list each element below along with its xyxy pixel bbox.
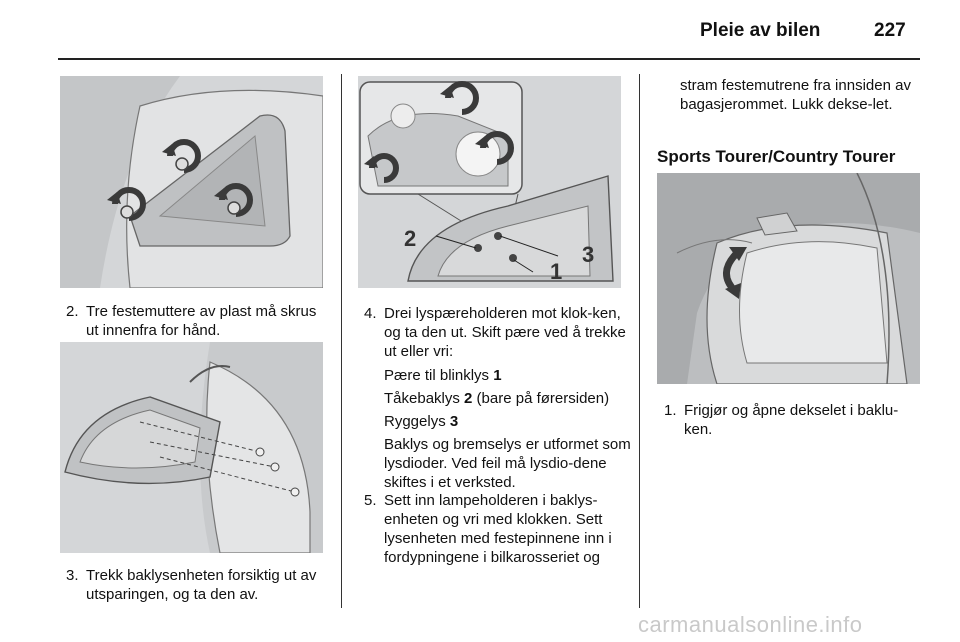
section-subheading: Sports Tourer/Country Tourer <box>657 147 896 166</box>
step-text: Tre festemuttere av plast må skrus ut innenfra for hånd. <box>86 303 317 339</box>
column-divider-left <box>341 74 342 608</box>
step5-continuation: stram festemutrene fra innsiden av bagasjerommet. Lukk dekse-let. <box>680 77 911 113</box>
section-title: Pleie av bilen <box>700 20 821 41</box>
column-divider-right <box>639 74 640 608</box>
bulb-number: 1 <box>493 367 502 384</box>
step-text: Frigjør og åpne dekselet i baklu-ken. <box>684 402 899 438</box>
instruction-step-5 <box>364 491 632 567</box>
step-text: Trekk baklysenheten forsiktig ut av utsparingen, og ta den av. <box>86 567 317 603</box>
callout-3: 3 <box>582 242 595 267</box>
watermark: carmanualsonline.info <box>638 612 863 637</box>
instruction-step-1 <box>664 401 922 439</box>
tailgate-cover-illustration <box>657 173 920 384</box>
tail-light-nuts-illustration <box>60 76 323 288</box>
bulb-item-fog-light <box>384 389 609 408</box>
callout-2: 2 <box>404 226 417 251</box>
step-number: 2. <box>66 303 79 320</box>
bulb-label: Ryggelys <box>384 413 450 430</box>
step-text: Drei lyspæreholderen mot klok-ken, og ta den ut. Skift pære ved å trekke ut eller vri: <box>384 305 626 360</box>
bulb-label: Tåkebaklys <box>384 390 465 407</box>
step-number: 1. <box>664 402 677 419</box>
bulb-number: 3 <box>449 413 459 430</box>
bulb-label: Pære til blinklys <box>384 367 494 384</box>
instruction-step-4 <box>364 304 632 361</box>
instruction-step-3 <box>66 566 328 604</box>
figure-bulb-holder <box>358 76 621 288</box>
callout-1: 1 <box>550 259 563 284</box>
step-number: 3. <box>66 567 79 584</box>
bulb-note: (bare på førersiden) <box>472 390 610 407</box>
header-divider <box>58 58 920 60</box>
bulb-number: 2 <box>464 390 473 407</box>
bulb-item-reversing-light <box>384 412 458 431</box>
step-number: 5. <box>364 492 377 509</box>
step-text: Sett inn lampeholderen i baklys-enheten og vri med klokken. Sett lysenheten med festepinnene inn i fordypningene i bilkarosseriet og <box>384 492 612 566</box>
led-note: Baklys og bremselys er utformet som lysdioder. Ved feil må lysdio-dene skiftes i et verksted. <box>384 436 631 491</box>
figure-tail-light-removal <box>60 342 323 553</box>
bulb-holder-illustration <box>358 76 621 288</box>
figure-tail-light-nuts <box>60 76 323 288</box>
figure-tailgate-cover <box>657 173 920 384</box>
page-header <box>0 0 960 60</box>
instruction-step-2 <box>66 302 328 340</box>
step-number: 4. <box>364 305 377 322</box>
bulb-item-turn-signal <box>384 366 502 385</box>
tail-light-removal-illustration <box>60 342 323 553</box>
page-number: 227 <box>874 20 906 41</box>
